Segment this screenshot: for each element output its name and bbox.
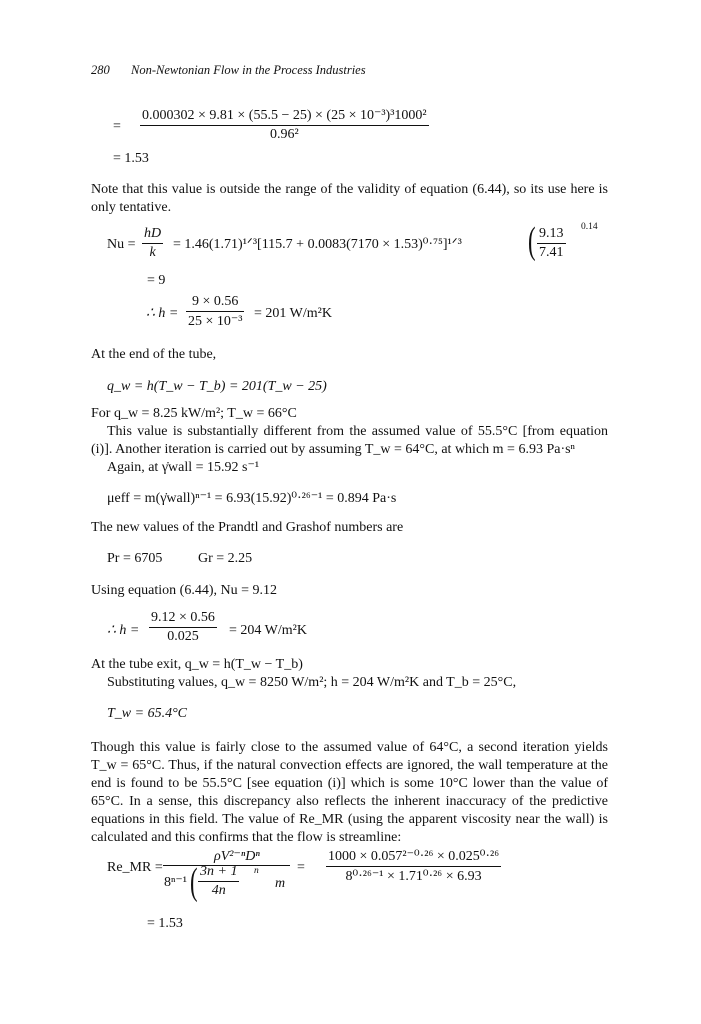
left-paren-icon: ( xyxy=(528,220,536,262)
nu-exponent: 0.14 xyxy=(581,222,598,232)
nu-lhs: Nu = xyxy=(107,237,136,252)
fraction-bar xyxy=(142,243,163,244)
equals-sign: = xyxy=(113,119,121,134)
re-inner-fraction xyxy=(198,864,239,899)
page-number: 280 xyxy=(91,63,110,77)
re-lhs: Re_MR = xyxy=(107,860,163,875)
re-value-den: 8⁰·²⁶⁻¹ × 1.71⁰·²⁶ × 6.93 xyxy=(345,869,482,884)
substituting-text: Substituting values, q_w = 8250 W/m²; h = 204 W/m²K and T_b = 25°C, xyxy=(107,675,517,690)
eq1-fraction xyxy=(140,107,429,143)
h1-fraction xyxy=(186,294,244,330)
re-result: = 1.53 xyxy=(147,916,183,931)
fraction-bar xyxy=(326,866,501,867)
re-value-num: 1000 × 0.057²⁻⁰·²⁶ × 0.025⁰·²⁶ xyxy=(328,849,500,864)
eq1-result: = 1.53 xyxy=(113,151,149,166)
h2-num: 9.12 × 0.56 xyxy=(151,610,215,625)
fraction-bar xyxy=(186,311,244,312)
para-substantially: This value is substantially different from the assumed value of 55.5°C [from equation (i)]. Another iteration is carried out by assuming T_w = 64°C, at which m = 6.93 Pa·sⁿ xyxy=(91,424,608,457)
eq1-numerator: 0.000302 × 9.81 × (55.5 − 25) × (25 × 10⁻³)³1000² xyxy=(142,108,427,123)
nu-ratio-den: 7.41 xyxy=(539,245,564,260)
re-numerator: ρV²⁻ⁿDⁿ xyxy=(214,849,260,864)
nu-fraction xyxy=(142,226,163,261)
h2-fraction xyxy=(149,610,217,645)
re-n-exponent: n xyxy=(254,866,259,876)
tw-result: T_w = 65.4°C xyxy=(107,706,188,721)
h1-result: = 201 W/m²K xyxy=(254,306,332,321)
grashof-value: Gr = 2.25 xyxy=(198,551,253,566)
nu-result: = 9 xyxy=(147,273,166,288)
re-value-fraction xyxy=(326,848,501,885)
nu-frac-num: hD xyxy=(144,226,162,241)
re-inner-den: 4n xyxy=(211,883,226,898)
h1-den: 25 × 10⁻³ xyxy=(188,314,243,329)
running-title: Non-Newtonian Flow in the Process Industries xyxy=(131,63,366,77)
h1-num: 9 × 0.56 xyxy=(192,294,239,309)
re-m: m xyxy=(275,876,286,891)
tube-exit-text: At the tube exit, q_w = h(T_w − T_b) xyxy=(91,657,303,672)
nu-ratio-num: 9.13 xyxy=(539,226,564,241)
fraction-bar xyxy=(537,243,566,244)
again-at-text: Again, at γ̇wall = 15.92 s⁻¹ xyxy=(107,460,260,475)
nu-ratio xyxy=(537,226,566,261)
re-den-prefix: 8ⁿ⁻¹ xyxy=(164,875,187,890)
eq1-denominator: 0.96² xyxy=(269,127,299,142)
re-equals: = xyxy=(297,860,305,875)
h2-result: = 204 W/m²K xyxy=(229,623,307,638)
h1-lhs: ∴ h = xyxy=(146,306,179,321)
for-qw-text: For q_w = 8.25 kW/m²; T_w = 66°C xyxy=(91,406,297,421)
prandtl-value: Pr = 6705 xyxy=(107,551,163,566)
nu-rhs: = 1.46(1.71)¹ᐟ³[115.7 + 0.0083(7170 × 1.53)⁰·⁷⁵]¹ᐟ³ xyxy=(173,237,462,252)
new-values-text: The new values of the Prandtl and Grashof numbers are xyxy=(91,520,404,535)
mu-eff-equation: μeff = m(γ̇wall)ⁿ⁻¹ = 6.93(15.92)⁰·²⁶⁻¹ = 0.894 Pa·s xyxy=(107,491,397,506)
nu-frac-den: k xyxy=(149,245,156,260)
re-inner-num: 3n + 1 xyxy=(200,864,238,879)
fraction-bar xyxy=(198,881,239,882)
fraction-bar xyxy=(149,627,217,628)
note-validity: Note that this value is outside the range of the validity of equation (6.44), so its use here is only tentative. xyxy=(91,182,608,215)
para-though: Though this value is fairly close to the assumed value of 64°C, a second iteration yields T_w = 65°C. Thus, if the natural convection effects are ignored, the wall temperature at the end is found to be 55.5°C [see equation (i)] which is some 10°C lower than the value of 65°C. In a sense, this discrepancy also reflects the inherent inaccuracy of the predictive equations in this field. The value of Re_MR (using the apparent viscosity near the wall) is calculated and this confirms that the flow is streamline: xyxy=(91,740,608,845)
fraction-bar xyxy=(140,125,429,126)
h2-den: 0.025 xyxy=(167,629,199,644)
end-of-tube-text: At the end of the tube, xyxy=(91,347,217,362)
qw-equation: q_w = h(T_w − T_b) = 201(T_w − 25) xyxy=(107,379,327,394)
left-paren-icon: ( xyxy=(190,861,198,903)
h2-lhs: ∴ h = xyxy=(107,623,140,638)
using-equation-text: Using equation (6.44), Nu = 9.12 xyxy=(91,583,277,598)
